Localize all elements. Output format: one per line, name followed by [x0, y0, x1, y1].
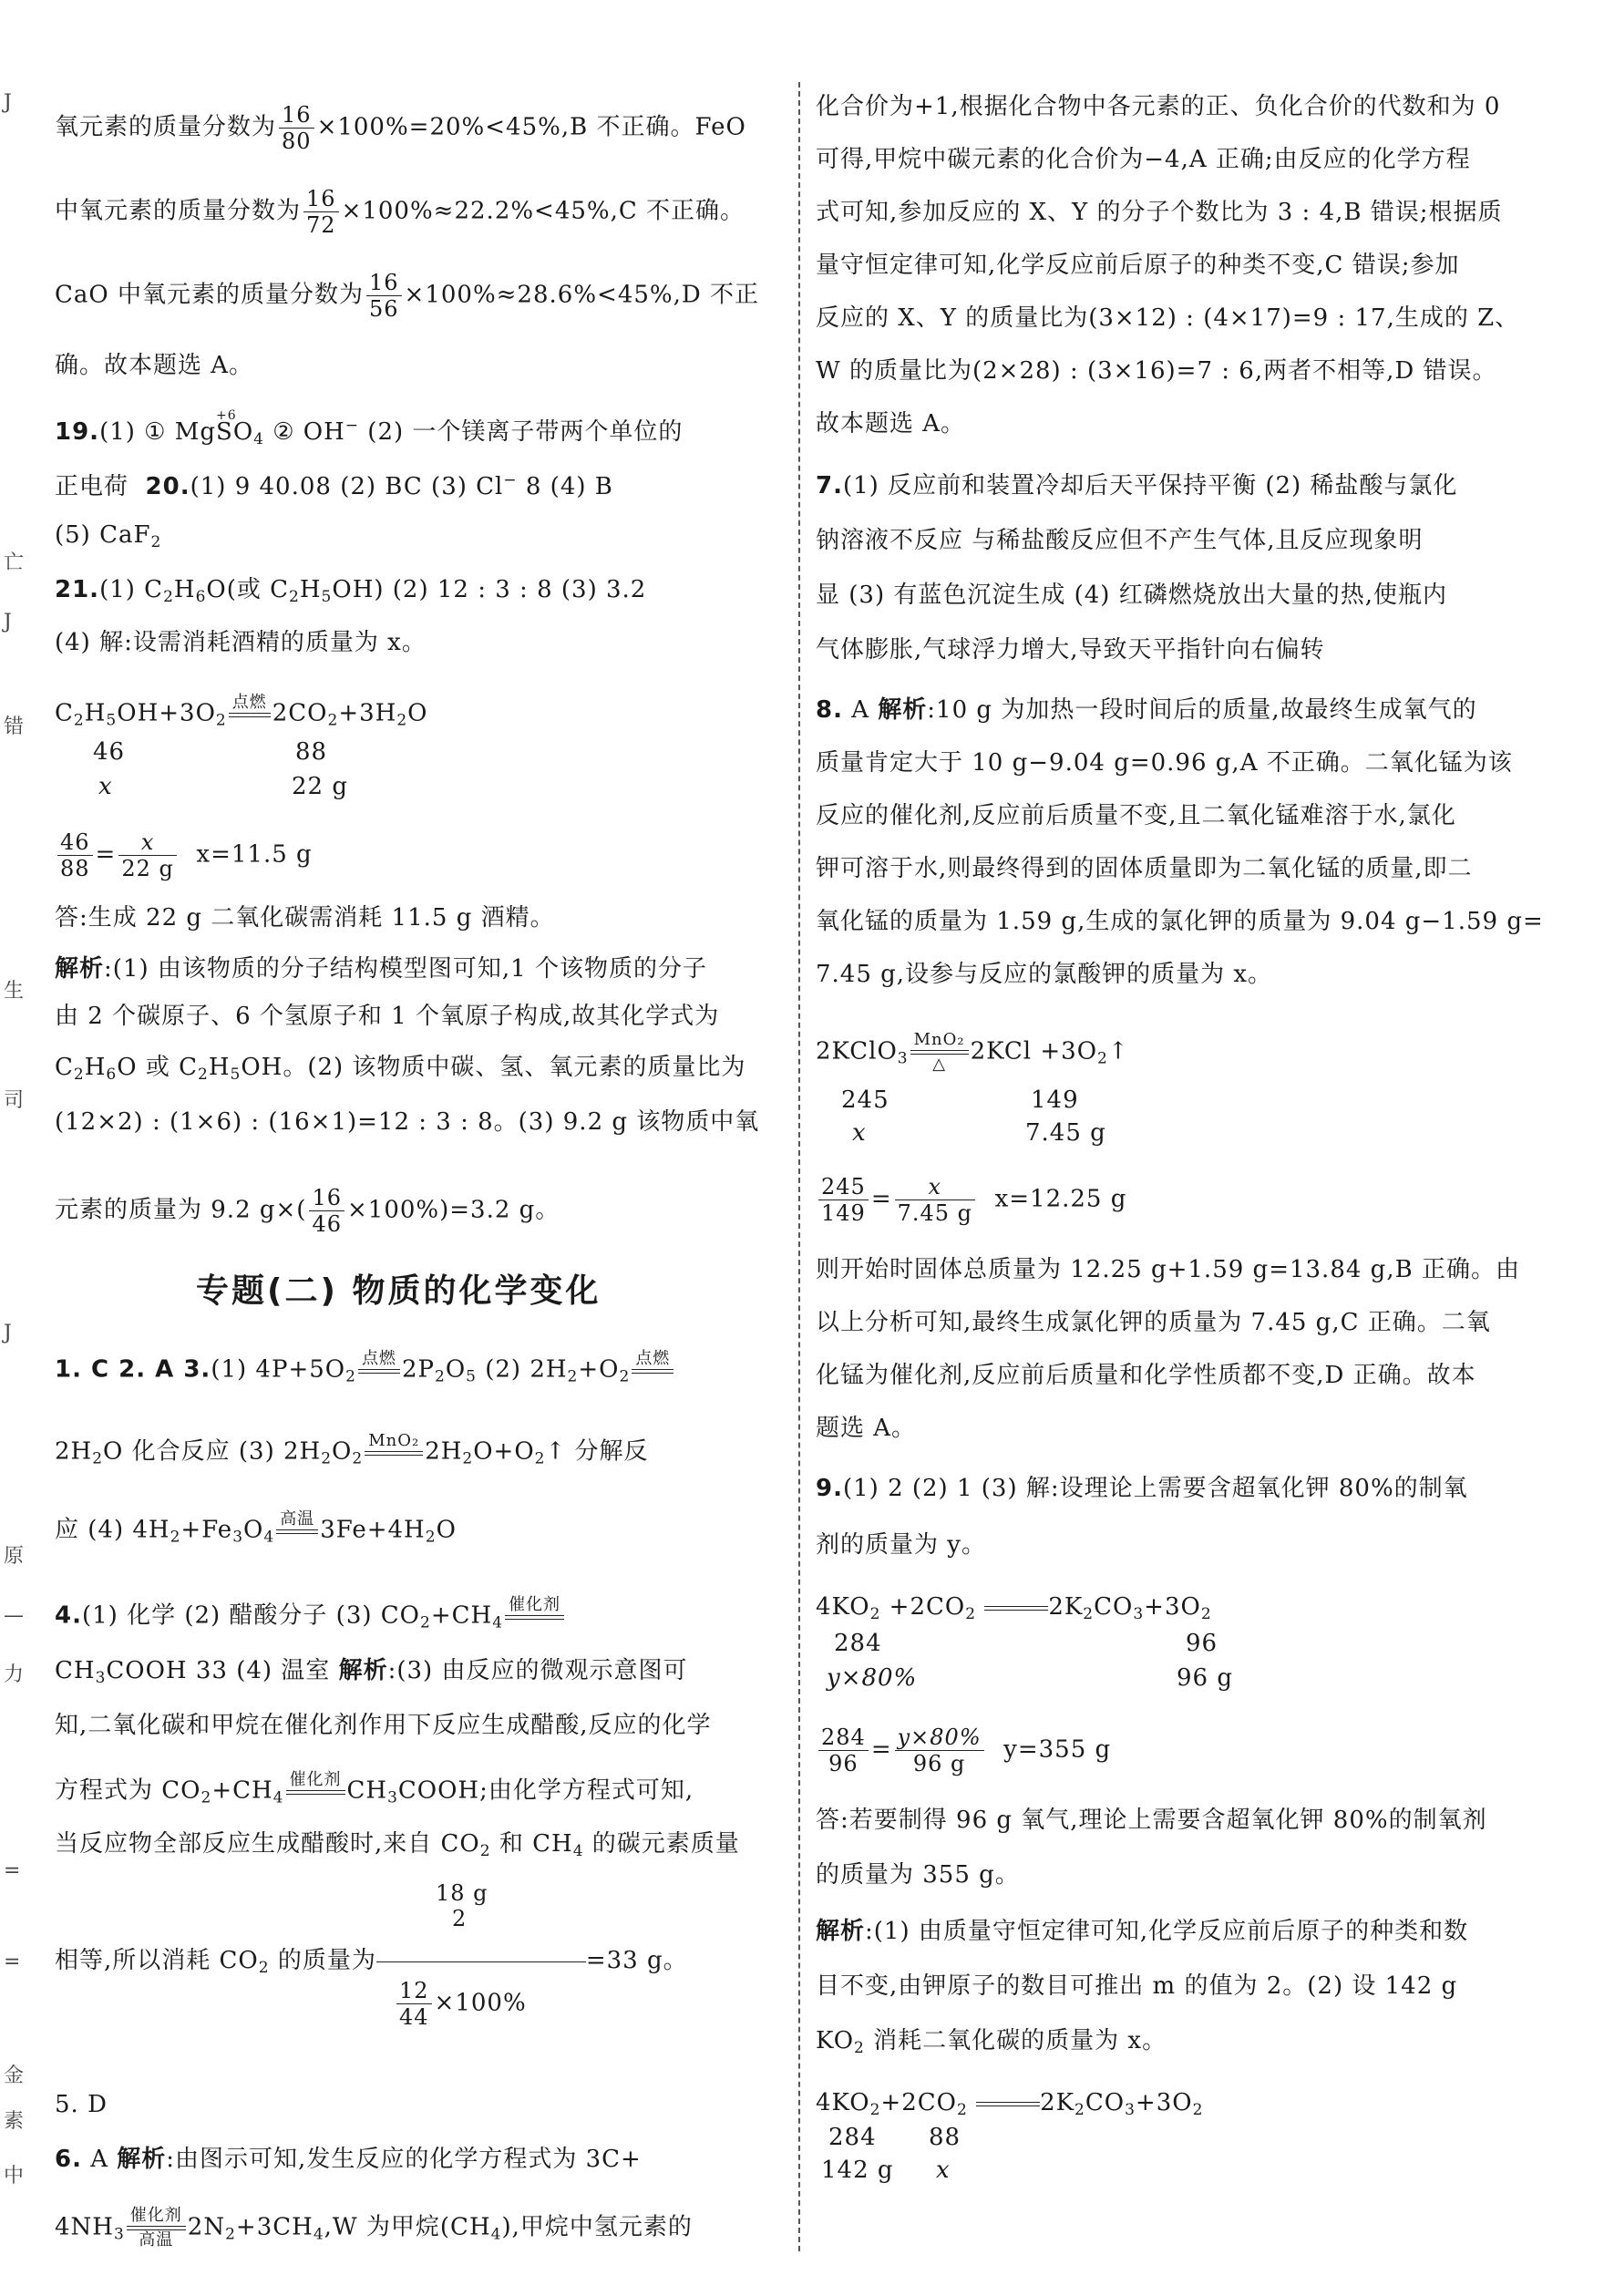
text-line: 当反应物全部反应生成醋酸时,来自 $CO_2$ 和 $CH_4$ 的碳元素质量 [55, 1830, 740, 1860]
margin-char: J [4, 611, 12, 633]
fraction: $\frac{16}{80}$ [279, 102, 314, 154]
text-line: 氧元素的质量分数为 $\frac{16}{80}$ ×100%=20%<45%,B 不正确。FeO [55, 102, 746, 154]
text-line: $4NH_3$ 催化剂 高温 $2N_2+3CH_4,W$ 为甲烷$(CH_4)$,甲烷中氢元素的 [55, 2206, 693, 2250]
text-line: 相等,所以消耗 $CO_2$ 的质量为 =33 g。 [55, 1947, 688, 1977]
molar-value: 149 [1031, 1086, 1079, 1114]
answer-line: 的质量为 355 g。 [816, 1861, 1020, 1889]
text-line: 题选 A。 [816, 1415, 917, 1442]
molar-value: 96 [1186, 1630, 1218, 1657]
unknown-value: x [98, 773, 113, 800]
text-line: 故本题选 A。 [816, 410, 966, 438]
fraction-numerator: 18 g [436, 1880, 488, 1906]
text-line: 方程式为 $CO_2+CH_4$ 催化剂 $CH_3COOH$;由化学方程式可知, [55, 1770, 694, 1807]
text-line: 反应的 X、Y 的质量比为(3×12) : (4×17)=9 : 17,生成的 Z、 [816, 304, 1520, 332]
known-value: 142 g [821, 2157, 894, 2184]
answer-line: 答:生成 22 g 二氧化碳需消耗 11.5 g 酒精。 [55, 904, 555, 932]
chemical-equation: 2KClO$_3$ MnO₂ △ $2KCl +3O_2↑$ [816, 1030, 1129, 1074]
margin-char: 力 [4, 1663, 25, 1686]
text-line: 式可知,参加反应的 X、Y 的分子个数比为 3 : 4,B 错误;根据质 [816, 199, 1503, 226]
question-8: 8. A 解析:10 g 为加热一段时间后的质量,故最终生成氧气的 [816, 696, 1477, 724]
text-line: $CH_3COOH$ 33 (4) 温室 解析:(3) 由反应的微观示意图可 [55, 1657, 688, 1687]
margin-char: = [4, 1951, 21, 1973]
unknown-value: y×80% [827, 1664, 918, 1692]
ratio-line: $\frac{46}{88}$ = $\frac{x}{22 g}$ x=11.5 g [55, 829, 313, 881]
text-line: 以上分析可知,最终生成氯化钾的质量为 7.45 g,C 正确。二氧 [816, 1309, 1491, 1336]
binding-margin [0, 73, 27, 2260]
margin-char: = [4, 1859, 21, 1882]
margin-char: J [4, 1322, 12, 1344]
text-line: W 的质量比为(2×28) : (3×16)=7 : 6,两者不相等,D 错误。 [816, 357, 1497, 385]
question-21: 21.(1) $C_2H_6O$(或 $C_2H_5OH$) (2) 12 : 3 : 8 (3) 3.2 [55, 576, 647, 606]
explanation-line: 解析:(1) 由质量守恒定律可知,化学反应前后原子的种类和数 [816, 1918, 1469, 1945]
section-heading: 专题(二) 物质的化学变化 [196, 1272, 602, 1310]
margin-char: 生 [4, 980, 25, 1003]
chemical-equation: $4KO_2 +2CO_2$ $2K_2CO_3+3O_2$ [816, 1593, 1212, 1623]
text-line: 则开始时固体总质量为 12.25 g+1.59 g=13.84 g,B 正确。由 [816, 1256, 1520, 1283]
text-line: 化合价为+1,根据化合物中各元素的正、负化合价的代数和为 0 [816, 93, 1501, 120]
fraction: $\frac{16}{56}$ [366, 270, 402, 322]
reaction-condition: 点燃 [229, 693, 271, 736]
text-line: (4) 解:设需消耗酒精的质量为 x。 [55, 629, 427, 656]
chemical-equation: $4KO_2+2CO_2$ $2K_2CO_3+3O_2$ [816, 2089, 1204, 2119]
molar-value: 284 [834, 1630, 882, 1657]
text-line: 反应的催化剂,反应前后质量不变,且二氧化锰难溶于水,氯化 [816, 802, 1456, 829]
chemical-equation: $C_2H_5OH+3O_2$ 点燃 $2CO_2+3H_2O$ [55, 693, 427, 736]
unknown-value: x [852, 1119, 867, 1147]
ratio-line: $\frac{284}{96}$ = $\frac{y\times 80\%}{96 g}$ y=355 g [816, 1725, 1111, 1776]
known-value: 96 g [1177, 1664, 1233, 1692]
margin-char: 错 [4, 716, 25, 738]
margin-char: 素 [4, 2110, 25, 2133]
text-line: 氧化锰的质量为 1.59 g,生成的氯化钾的质量为 9.04 g−1.59 g= [816, 908, 1544, 935]
question-7: 7.(1) 反应前和装置冷却后天平保持平衡 (2) 稀盐酸与氯化 [816, 472, 1458, 499]
equals-sign [976, 2102, 1040, 2106]
ratio-line: $\frac{245}{149}$ = $\frac{x}{7.45 g}$ x=12.25 g [816, 1174, 1126, 1226]
known-value: 22 g [292, 773, 348, 800]
fraction: $\frac{16}{72}$ [303, 186, 339, 238]
margin-char: J [4, 91, 12, 114]
molar-value: 284 [828, 2124, 877, 2151]
text-line: 剂的质量为 y。 [816, 1531, 986, 1559]
molar-value: 245 [841, 1086, 889, 1114]
text-line: 气体膨胀,气球浮力增大,导致天平指针向右偏转 [816, 636, 1325, 664]
text-line: 应 (4) $4H_2+Fe_3O_4$ 高温 $3Fe+4H_2O$ [55, 1509, 457, 1547]
fraction-bar [376, 1961, 586, 1962]
text-line: 7.45 g,设参与反应的氯酸钾的质量为 x。 [816, 961, 1272, 988]
margin-char: 亡 [4, 551, 25, 574]
molar-value: 88 [929, 2124, 961, 2151]
explanation-line: 由 2 个碳原子、6 个氢原子和 1 个氧原子构成,故其化学式为 [55, 1003, 720, 1030]
explanation-line: 目不变,由钾原子的数目可推出 m 的值为 2。(2) 设 142 g [816, 1972, 1458, 2000]
margin-char: — [4, 1604, 24, 1627]
text-line: 化锰为催化剂,反应前后质量和化学性质都不变,D 正确。故本 [816, 1362, 1476, 1389]
explanation-line: $KO_2$ 消耗二氧化碳的质量为 x。 [816, 2027, 1167, 2057]
text-line: 中氧元素的质量分数为 $\frac{16}{72}$ ×100%≈22.2%<45%,C 不正确。 [55, 186, 745, 238]
text-line: 1. C 2. A 3.(1) $4P+5O_2$ 点燃 $2P_2O_5$ (2) $2H_2+O_2$ 点燃 [55, 1349, 675, 1393]
fraction-numerator: 2 [452, 1906, 468, 1931]
text-line: 钾可溶于水,则最终得到的固体质量即为二氧化锰的质量,即二 [816, 855, 1473, 882]
margin-char: 金 [4, 2064, 25, 2087]
text-line: 显 (3) 有蓝色沉淀生成 (4) 红磷燃烧放出大量的热,使瓶内 [816, 582, 1447, 609]
unknown-value: x [936, 2157, 951, 2184]
question-20: 正电荷 20.(1) 9 40.08 (2) BC (3) Cl− 8 (4) B [55, 471, 613, 500]
column-divider [798, 82, 800, 2251]
known-value: 7.45 g [1025, 1119, 1106, 1147]
text-line: 量守恒定律可知,化学反应前后原子的种类不变,C 错误;参加 [816, 252, 1460, 279]
valence-s: +6 S [216, 408, 237, 446]
question-9: 9.(1) 2 (2) 1 (3) 解:设理论上需要含超氧化钾 80%的制氧 [816, 1475, 1468, 1502]
question-19: 19.(1) ① Mg +6 $SO_4$ ② OH− (2) 一个镁离子带两个单位的 [55, 408, 684, 448]
answer-line: 答:若要制得 96 g 氧气,理论上需要含超氧化钾 80%的制氧剂 [816, 1807, 1487, 1834]
text-line: (5) CaF$_2$ [55, 521, 162, 551]
text-line: 可得,甲烷中碳元素的化合价为−4,A 正确;由反应的化学方程 [816, 146, 1471, 173]
explanation-line: 解析:(1) 由该物质的分子结构模型图可知,1 个该物质的分子 [55, 955, 707, 983]
margin-char: 原 [4, 1545, 25, 1568]
explanation-line: $C_2H_6O$ 或 $C_2H_5OH$。(2) 该物质中碳、氢、氧元素的质量比为 [55, 1054, 746, 1084]
text-line: 质量肯定大于 10 g−9.04 g=0.96 g,A 不正确。二氧化锰为该 [816, 749, 1513, 777]
text-line: 5. D [55, 2091, 108, 2118]
text-line: 确。故本题选 A。 [55, 352, 254, 379]
text-line: 知,二氧化碳和甲烷在催化剂作用下反应生成醋酸,反应的化学 [55, 1712, 712, 1739]
text-line: 钠溶液不反应 与稀盐酸反应但不产生气体,且反应现象明 [816, 527, 1424, 554]
question-6: 6. A 解析:由图示可知,发生反应的化学方程式为 3C+ [55, 2146, 642, 2173]
molar-value: 88 [295, 738, 328, 766]
fraction-denominator: $\frac{12}{44}$ ×100% [394, 1978, 527, 2030]
question-4: 4.(1) 化学 (2) 醋酸分子 (3) $CO_2+CH_4$ 催化剂 [55, 1595, 566, 1639]
explanation-line: (12×2) : (1×6) : (16×1)=12 : 3 : 8。(3) 9.2 g 该物质中氧 [55, 1108, 760, 1136]
margin-char: 司 [4, 1089, 25, 1112]
molar-value: 46 [93, 738, 126, 766]
text-line: $2H_2O$ 化合反应 (3) $2H_2O_2$ MnO₂ $2H_2O+O_2↑$ 分解反 [55, 1431, 649, 1468]
text-line: CaO 中氧元素的质量分数为 $\frac{16}{56}$ ×100%≈28.6%<45%,D 不正 [55, 270, 759, 322]
explanation-line: 元素的质量为 9.2 g×( $\frac{16}{46}$ ×100%)=3.2 g。 [55, 1185, 560, 1237]
equals-sign [984, 1606, 1048, 1611]
margin-char: 中 [4, 2165, 25, 2188]
